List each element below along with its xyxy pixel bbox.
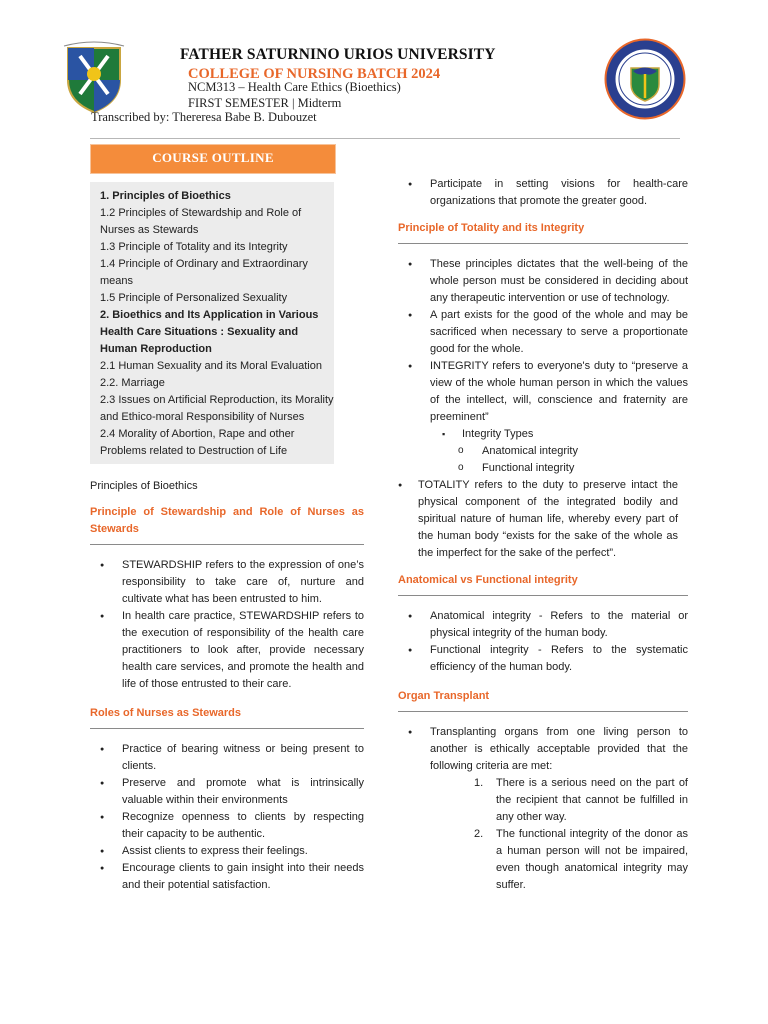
- totality-list: [398, 256, 688, 426]
- list-item: ● STEWARDSHIP refers to the expression of one’s responsibility to take care of, nurture and cultivate what has been entrusted to him.: [90, 557, 364, 608]
- university-name: FATHER SATURNINO URIOS UNIVERSITY: [180, 46, 496, 63]
- roles-list: [90, 741, 364, 894]
- left-column: [90, 144, 364, 894]
- criteria-number: 2.: [474, 828, 484, 840]
- list-item: ● TOTALITY refers to the duty to preserve intact the physical component of the integrated bodily and spiritual nature of human life, whereby every part of the human body “exists for the sake of the whole as the imperfect for the sake of the perfect”.: [388, 477, 678, 562]
- course-name: NCM313 – Health Care Ethics (Bioethics): [188, 80, 401, 94]
- integrity-types-list: [398, 426, 688, 477]
- semester-label: FIRST SEMESTER | Midterm: [188, 96, 342, 110]
- anatomical-list: [398, 608, 688, 676]
- university-seal-icon: [58, 36, 130, 114]
- outline-item: 1.5 Principle of Personalized Sexuality: [100, 292, 288, 304]
- criteria-text: There is a serious need on the part of the recipient that cannot be fulfilled in any other way.: [496, 777, 688, 823]
- outline-item: 2.3 Issues on Artificial Reproduction, its Morality and Ethico-moral Responsibility of Nurses: [100, 394, 334, 423]
- outline-item: 2.1 Human Sexuality and its Moral Evaluation: [100, 360, 322, 372]
- anatomical-heading: Anatomical vs Functional integrity: [398, 572, 688, 596]
- list-item: o Anatomical integrity: [398, 443, 688, 460]
- outline-item: 1.4 Principle of Ordinary and Extraordinary means: [100, 258, 308, 287]
- outline-item: 1. Principles of Bioethics: [100, 190, 231, 202]
- stewardship-list: [90, 557, 364, 693]
- stewardship-heading: Principle of Stewardship and Role of Nurses as Stewards: [90, 504, 364, 545]
- totality-heading: Principle of Totality and its Integrity: [398, 220, 688, 244]
- roles-heading: Roles of Nurses as Stewards: [90, 705, 364, 729]
- header-divider: [90, 138, 680, 139]
- outline-item: 1.3 Principle of Totality and its Integrity: [100, 241, 288, 253]
- list-item: ● INTEGRITY refers to everyone's duty to “preserve a view of the whole human person in which the values of the intellect, will, conscience and fraternity are preeminent”: [398, 358, 688, 426]
- list-item: ● Encourage clients to gain insight into their needs and their potential satisfaction.: [90, 860, 364, 894]
- list-item: ● A part exists for the good of the whole and may be sacrificed when necessary to serve a proportionate good for the whole.: [398, 307, 688, 358]
- principles-label: Principles of Bioethics: [90, 480, 198, 492]
- organ-transplant-heading: Organ Transplant: [398, 688, 688, 712]
- transcriber-label: Transcribed by: Thereresa Babe B. Dubouzet: [91, 110, 317, 124]
- totality-definition-list: [388, 477, 678, 562]
- course-outline-box: [90, 182, 334, 464]
- college-name: COLLEGE OF NURSING BATCH 2024: [188, 66, 441, 82]
- list-item: ● Anatomical integrity - Refers to the material or physical integrity of the human body.: [398, 608, 688, 642]
- list-item: ● Practice of bearing witness or being present to clients.: [90, 741, 364, 775]
- course-outline-title: COURSE OUTLINE: [90, 144, 336, 174]
- right-column: [398, 176, 688, 894]
- document-header: [0, 0, 768, 140]
- outline-item: 2.2. Marriage: [100, 377, 165, 389]
- outline-item: 2. Bioethics and Its Application in Various Health Care Situations : Sexuality and Human Reproduction: [100, 309, 319, 355]
- list-item: ● These principles dictates that the well-being of the whole person must be considered in deciding about any therapeutic intervention or use of technology.: [398, 256, 688, 307]
- list-item: ● Recognize openness to clients by respecting their capacity to be authentic.: [90, 809, 364, 843]
- organ-criteria-list: [398, 775, 688, 894]
- list-item: ● Transplanting organs from one living person to another is ethically acceptable provided that the following criteria are met:: [398, 724, 688, 775]
- vision-list: [398, 176, 688, 210]
- list-item: [398, 775, 688, 826]
- integrity-types-label: ▪ Integrity Types: [398, 426, 688, 443]
- list-item: ● Preserve and promote what is intrinsically valuable within their environments: [90, 775, 364, 809]
- list-item: ● Assist clients to express their feelings.: [90, 843, 364, 860]
- outline-item: 2.4 Morality of Abortion, Rape and other Problems related to Destruction of Life: [100, 428, 295, 457]
- organ-list: [398, 724, 688, 775]
- list-item: ● Functional integrity - Refers to the systematic efficiency of the human body.: [398, 642, 688, 676]
- criteria-number: 1.: [474, 777, 484, 789]
- list-item: o Functional integrity: [398, 460, 688, 477]
- list-item: ● In health care practice, STEWARDSHIP refers to the execution of responsibility of the health care practitioners to look after, provide necessary health care services, and promote the health and life of those entrusted to their care.: [90, 608, 364, 693]
- criteria-text: The functional integrity of the donor as a human person will not be impaired, even though anatomical integrity may suffer.: [496, 828, 688, 891]
- list-item: ● Participate in setting visions for health-care organizations that promote the greater good.: [398, 176, 688, 210]
- list-item: [398, 826, 688, 894]
- nursing-program-seal-icon: [604, 38, 686, 120]
- outline-item: 1.2 Principles of Stewardship and Role of Nurses as Stewards: [100, 207, 302, 236]
